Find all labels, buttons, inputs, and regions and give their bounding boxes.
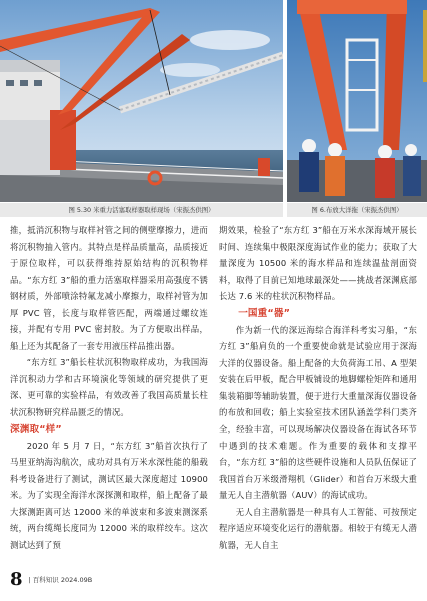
- page-footer: [10, 569, 92, 589]
- text-column-right: [219, 222, 417, 553]
- ship-deck-illustration: [0, 0, 283, 202]
- publication-info: | 百科知识 2024.09B: [28, 575, 93, 584]
- section-heading: 深渊取“样”: [10, 423, 62, 435]
- paragraph: 推，抵消沉积物与取样衬管之间的侧壁摩擦力，进而将沉积物抽入管内。其特点是样品质量高，品质接近于原位取样，可以获得维持原始结构的沉积物样品。“东方红 3”船的重力活塞取样器采用高强度不锈钢材质，外部喷涂特氟龙减小摩擦力，取样衬管为加厚 PVC 管，长度与取样管匹配，两端通过螺纹连接，并配有专用 PVC 密封胶。为了方便取出样品，船上还为其配备了一套专用液压样品推出器。: [10, 225, 208, 351]
- crew-deploy-illustration: [287, 0, 427, 202]
- paragraph: 作为新一代的深远海综合海洋科考实习船，“东方红 3”船肩负的一个重要使命就是试验应用于深海大洋的仪器设备。船上配备的大负荷海工吊、A 型架安装在后甲板，配合甲板铺设的地脚螺栓矩阵和通用集装箱脚等辅助装置，便于进行大重量深海仪器设备的布放和回收；船上实验室技术团队涵盖学科门类齐全，经验丰富，可以现场解决仪器设备在海试各环节中遇到的技术难题。作为重要的载体和支撑平台，“东方红 3”船的这些硬件设施和人员队伍保证了我国首台万米级滑翔机（Glider）和首台万米级大重量无人自主潜航器（AUV）的海试成功。: [219, 324, 417, 501]
- paragraph: 期效果，检验了“东方红 3”船在万米水深海域开展长时间、连续集中极限深度海试作业的能力；获取了大量深度为 10500 米的海水样品和连续温盐剖面资料，取得了目前已知地球最深处——挑战者深渊底部长达 7.6 米的柱状沉积物样品。: [219, 225, 417, 302]
- paragraph: “东方红 3”船长柱状沉积物取样成功，为我国海洋沉积动力学和古环境演化等领域的研究提供了更深、更可靠的实验样品，有效改善了我国高质量长柱状沉积物研究样品匮乏的情况。: [10, 357, 208, 418]
- page-edge-tab: [423, 10, 427, 82]
- photo-caption-left: 图 5.30 米重力活塞取样器取样现场（宋振杰供图）: [0, 203, 283, 217]
- text-column-left: [10, 222, 208, 553]
- page-number: 8: [10, 568, 23, 590]
- paragraph: 2020 年 5 月 7 日，“东方红 3”船首次执行了马里亚纳海沟航次，成功对具有万米水深性能的船载科考设备进行了测试，测试区最大深度超过 10900 米。为了实现全海洋水深探测和取样，船上配备了最大探测距离可达 12000 米的单波束和多波束测深系统，两台缆绳长度同为 12000 米的取样绞车。这次测试达到了预: [10, 440, 208, 550]
- section-heading: 一国重“器”: [238, 307, 291, 319]
- photo-caption-right: 图 6.布放大洋拖（宋振杰供图）: [287, 203, 427, 217]
- photo-deploy-equipment: [287, 0, 427, 202]
- paragraph: 无人自主潜航器是一种具有人工智能、可按预定程序适应环境变化运行的潜航器。相较于有缆无人潜航器，无人自主: [219, 506, 417, 550]
- photo-gravity-corer-deck: [0, 0, 283, 202]
